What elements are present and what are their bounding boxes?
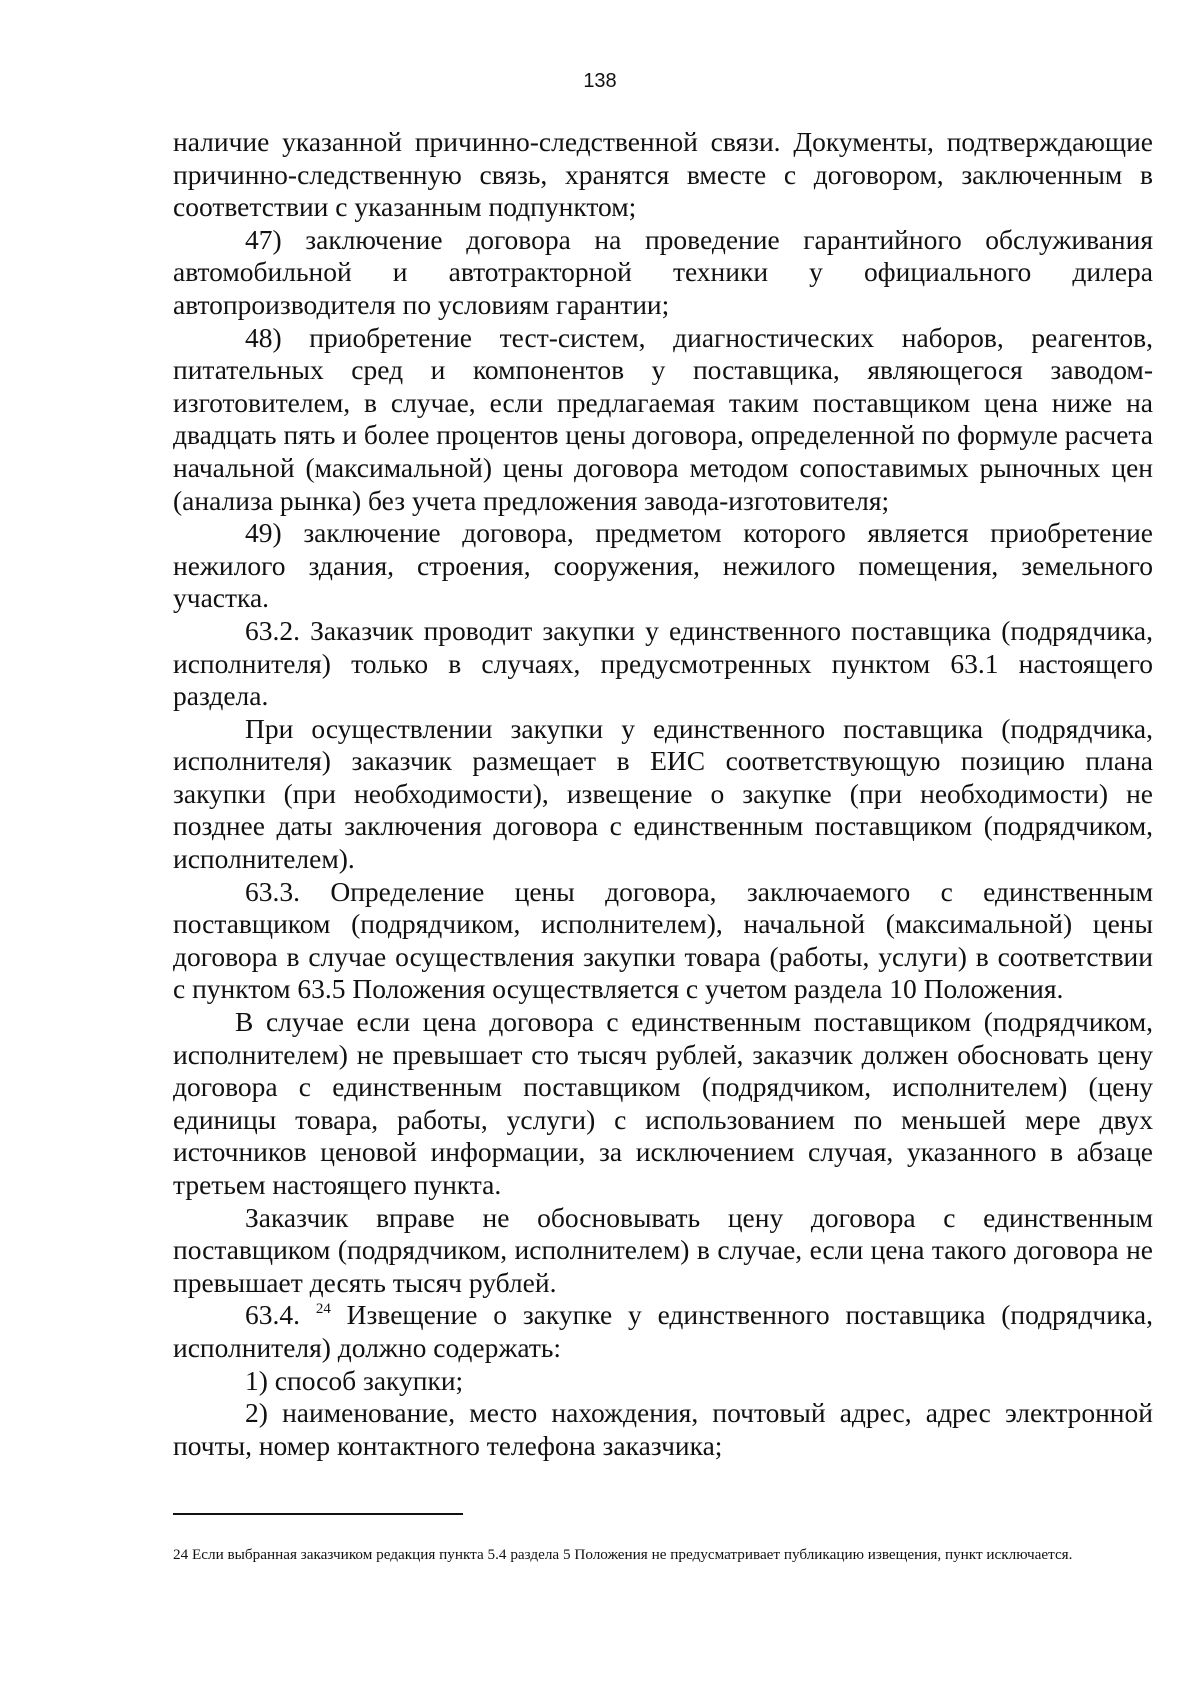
list-item-48: 48) приобретение тест-систем, диагностических наборов, реагентов, питательных сред и компонентов у поставщика, являющегося заводом-изготовителем, в случае, если предлагаемая таким поставщиком цена ниже на двадцать пять и более процентов цены договора, определенной по формуле расчета начальной (максимальной) цены договора методом сопоставимых рыночных цен (анализа рынка) без учета предложения завода-изготовителя; xyxy=(173,321,1153,516)
document-body xyxy=(173,126,1153,1462)
paragraph-number: 63.4. xyxy=(245,1299,300,1331)
paragraph-63-4 xyxy=(173,1299,1153,1364)
paragraph-text: Извещение о закупке у единственного поставщика (подрядчика, исполнителя) должно содержать: xyxy=(173,1299,1154,1363)
list-item-1: 1) способ закупки; xyxy=(245,1364,464,1396)
paragraph-63-3-justification: В случае если цена договора с единственным поставщиком (подрядчиком, исполнителем) не превышает сто тысяч рублей, заказчик должен обосновать цену договора с единственным поставщиком (подрядчиком, исполнителем) (цену единицы товара, работы, услуги) с использованием по меньшей мере двух источников ценовой информации, за исключением случая, указанного в абзаце третьем настоящего пункта. xyxy=(173,1006,1153,1200)
paragraph-63-3: 63.3. Определение цены договора, заключаемого с единственным поставщиком (подрядчиком, исполнителем), начальной (максимальной) цены договора в случае осуществления закупки товара (работы, услуги) в соответствии с пунктом 63.5 Положения осуществляется с учетом раздела 10 Положения. xyxy=(173,875,1153,1005)
paragraph-continuation: наличие указанной причинно-следственной связи. Документы, подтверждающие причинно-следственную связь, хранятся вместе с договором, заключенным в соответствии с указанным подпунктом; xyxy=(173,126,1153,223)
page-number: 138 xyxy=(583,70,617,92)
list-item-49: 49) заключение договора, предметом которого является приобретение нежилого здания, строения, сооружения, нежилого помещения, земельного участка. xyxy=(173,517,1153,614)
paragraph-63-2-publication: При осуществлении закупки у единственного поставщика (подрядчика, исполнителя) заказчик размещает в ЕИС соответствующую позицию плана закупки (при необходимости), извещение о закупке (при необходимости) не позднее даты заключения договора с единственным поставщиком (подрядчиком, исполнителем). xyxy=(173,712,1153,875)
list-item-47: 47) заключение договора на проведение гарантийного обслуживания автомобильной и автотракторной техники у официального дилера автопроизводителя по условиям гарантии; xyxy=(173,223,1153,320)
paragraph-63-2: 63.2. Заказчик проводит закупки у единственного поставщика (подрядчика, исполнителя) только в случаях, предусмотренных пунктом 63.1 настоящего раздела. xyxy=(173,614,1153,712)
footnote-reference[interactable]: 24 xyxy=(315,1301,331,1318)
list-item-2: 2) наименование, место нахождения, почтовый адрес, адрес электронной почты, номер контактного телефона заказчика; xyxy=(173,1397,1153,1461)
footnote-separator xyxy=(173,1513,463,1515)
footnote: 24 Если выбранная заказчиком редакция пункта 5.4 раздела 5 Положения не предусматривает публикацию извещения, пункт исключается. xyxy=(173,1546,1073,1563)
paragraph-63-3-exemption: Заказчик вправе не обосновывать цену договора с единственным поставщиком (подрядчиком, исполнителем) в случае, если цена такого договора не превышает десять тысяч рублей. xyxy=(173,1201,1153,1298)
